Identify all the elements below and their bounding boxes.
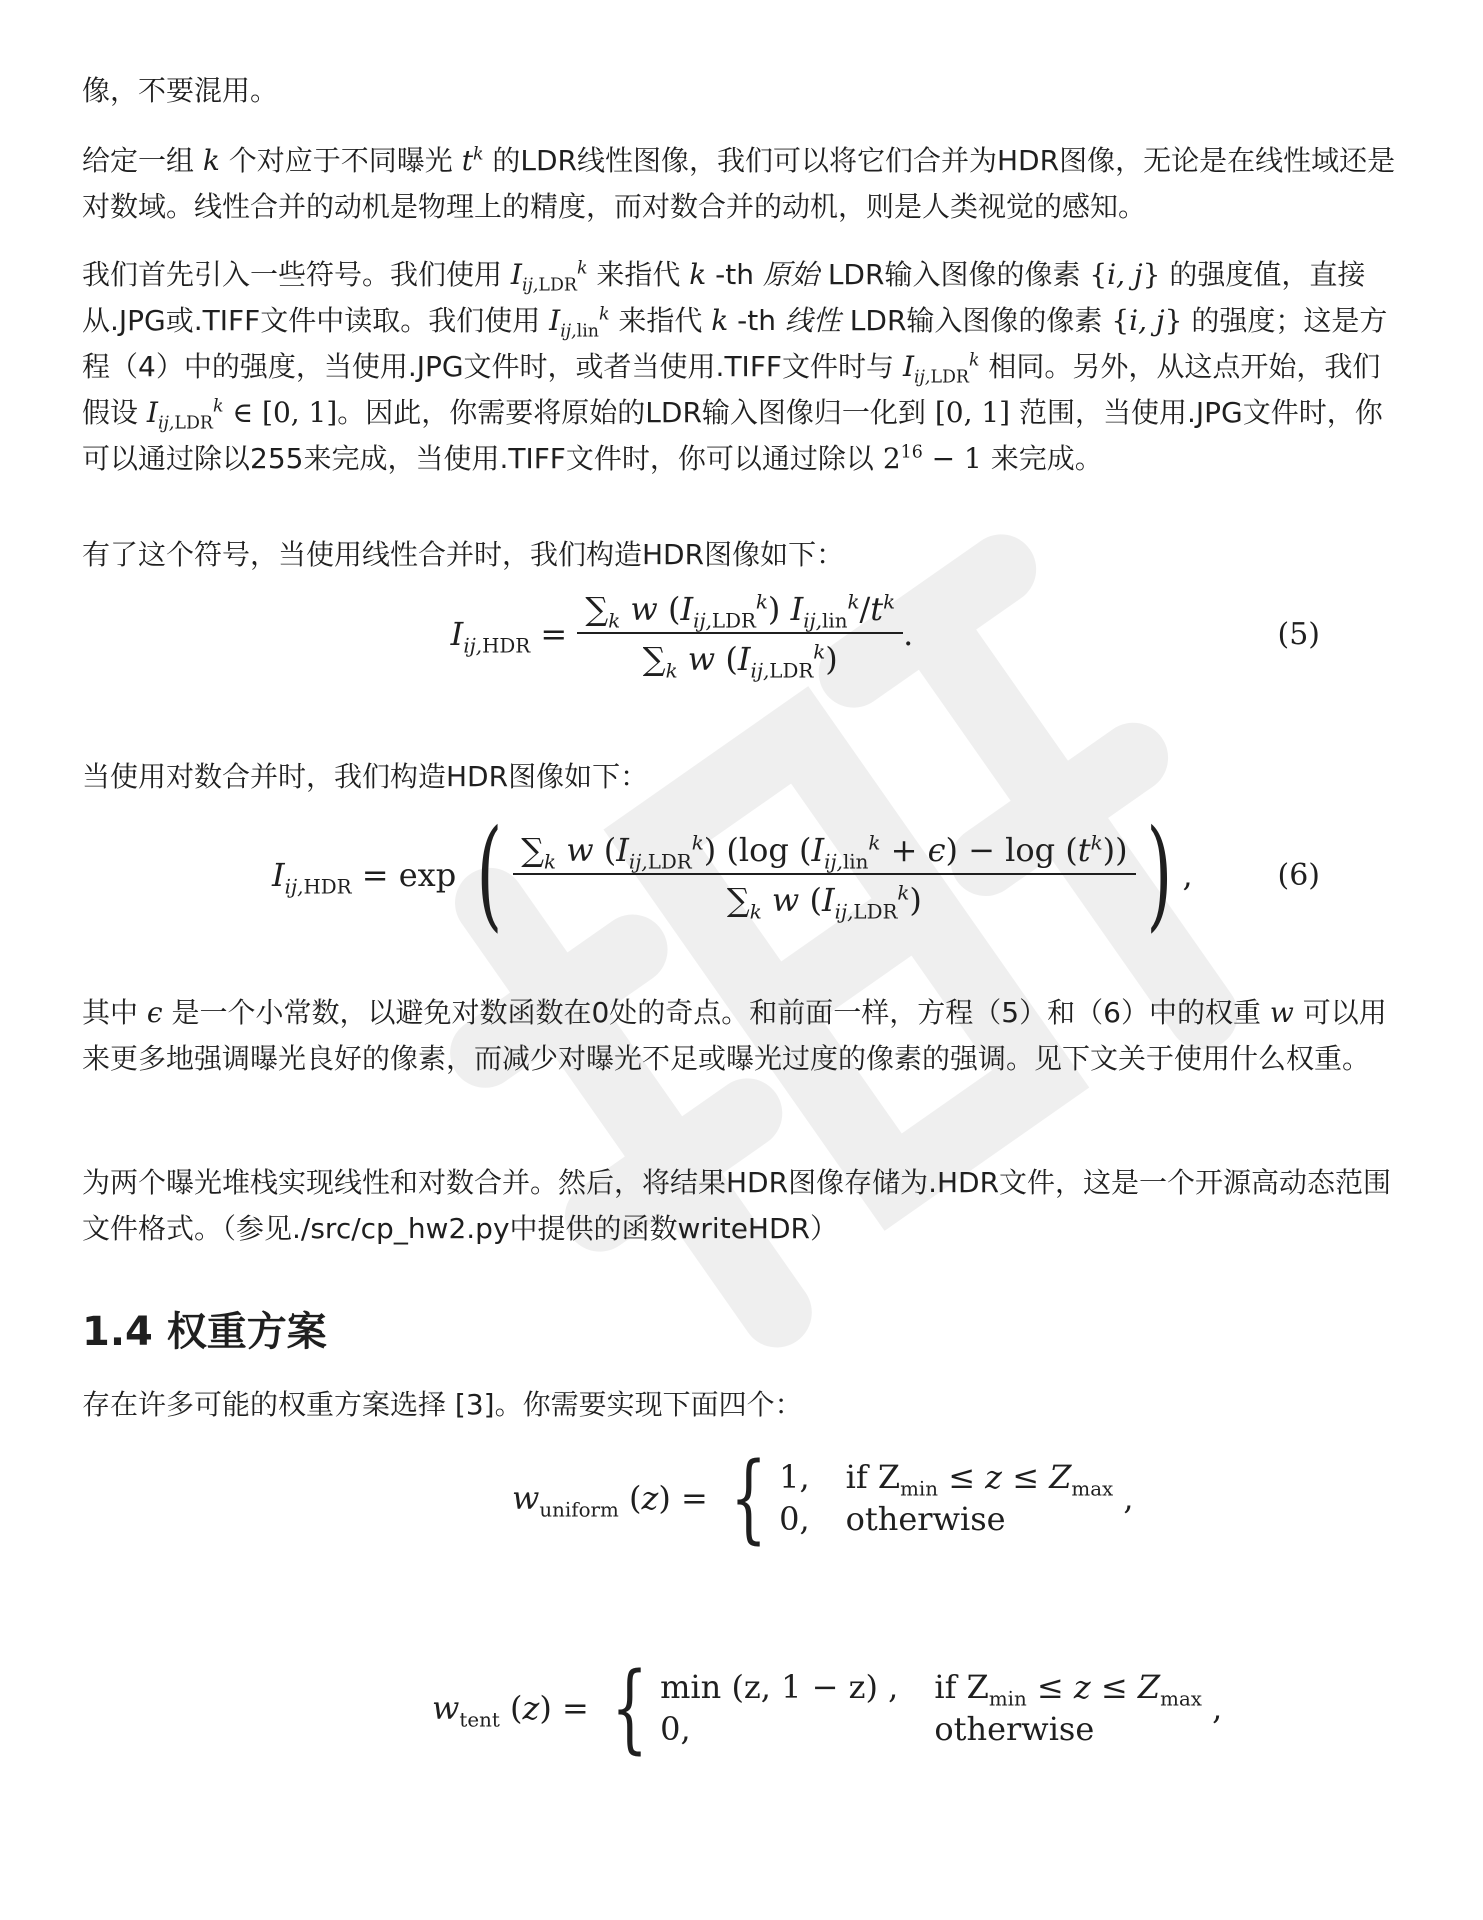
section-heading: 1.4 权重方案 bbox=[82, 1309, 327, 1355]
equation-log-merge: $I_{ij,HDR}$ = exp ( $\frac{\sum_k w (I_{ij,LDR}^k) (\log (I_{ij,lin}^k + \epsilon) - \log (t^k))}{\sum_k w (I_{ij,LDR}^k)}$ ) , (6) bbox=[272, 805, 1320, 944]
paragraph-linear-intro: 有了这个符号，当使用线性合并时，我们构造HDR图像如下： bbox=[82, 538, 845, 571]
equation-weight-tent: $w_{tent}$ ( z ) = { min (z, 1 − z) , if $Z_{min} \le z \le Z_{max}$ 0, otherwise , bbox=[432, 1652, 1223, 1764]
paragraph-notation: 我们首先引入一些符号。我们使用 $I_{ij,LDR}^k$ 来指代 k -th 原始 LDR输入图像的像素 {i, j} 的强度值，直接从.JPG或.TIFF文件中读取。我们使用 $I_{ij,lin}^k$ 来指代 k -th 线性 LDR输入图像的像素 {i, j} 的强度；这是方程（4）中的强度，当使用.JPG文件时，或者当使用.TIFF文件时与 $I_{ij,LDR}^k$ 相同。另外，从这点开始，我们假设 $I_{ij,LDR}^k$ ∈ [0, 1]。因此，你需要将原始的LDR输入图像归一化到 [0, 1] 范围，当使用.JPG文件时，你可以通过除以255来完成，当使用.TIFF文件时，你可以通过除以 $2^{16} - 1$ 来完成。 bbox=[82, 258, 1388, 475]
paragraph-log-intro: 当使用对数合并时，我们构造HDR图像如下： bbox=[82, 760, 649, 793]
equation-linear-merge: $I_{ij,HDR}$ = $\frac{\sum_k w (I_{ij,LDR}^k) I_{ij,lin}^k/t^k}{\sum_k w (I_{ij,LDR}^k)}$ . (5) bbox=[450, 590, 1320, 683]
equation-number-5: (5) bbox=[1277, 616, 1320, 652]
equation-number-6: (6) bbox=[1277, 857, 1320, 893]
paragraph-epsilon: 其中 ϵ 是一个小常数，以避免对数函数在0处的奇点。和前面一样，方程（5）和（6）中的权重 w 可以用来更多地强调曝光良好的像素，而减少对曝光不足或曝光过度的像素的强调。见下文关于使用什么权重。 bbox=[82, 996, 1387, 1075]
equation-weight-uniform: $w_{uniform}$ ( z ) = { 1, if $Z_{min} \le z \le Z_{max}$ 0, otherwise , bbox=[512, 1442, 1134, 1554]
paragraph-weight-schemes: 存在许多可能的权重方案选择 [3]。你需要实现下面四个： bbox=[82, 1388, 803, 1421]
paragraph-continuation: 像，不要混用。 bbox=[82, 74, 279, 107]
paragraph-implement: 为两个曝光堆栈实现线性和对数合并。然后，将结果HDR图像存储为.HDR文件，这是一个开源高动态范围文件格式。（参见./src/cp_hw2.py中提供的函数writeHDR） bbox=[82, 1166, 1392, 1245]
paragraph-ldr-merge: 给定一组 k 个对应于不同曝光 $t^k$ 的LDR线性图像，我们可以将它们合并为HDR图像，无论是在线性域还是对数域。线性合并的动机是物理上的精度，而对数合并的动机，则是人类视觉的感知。 bbox=[82, 144, 1396, 223]
